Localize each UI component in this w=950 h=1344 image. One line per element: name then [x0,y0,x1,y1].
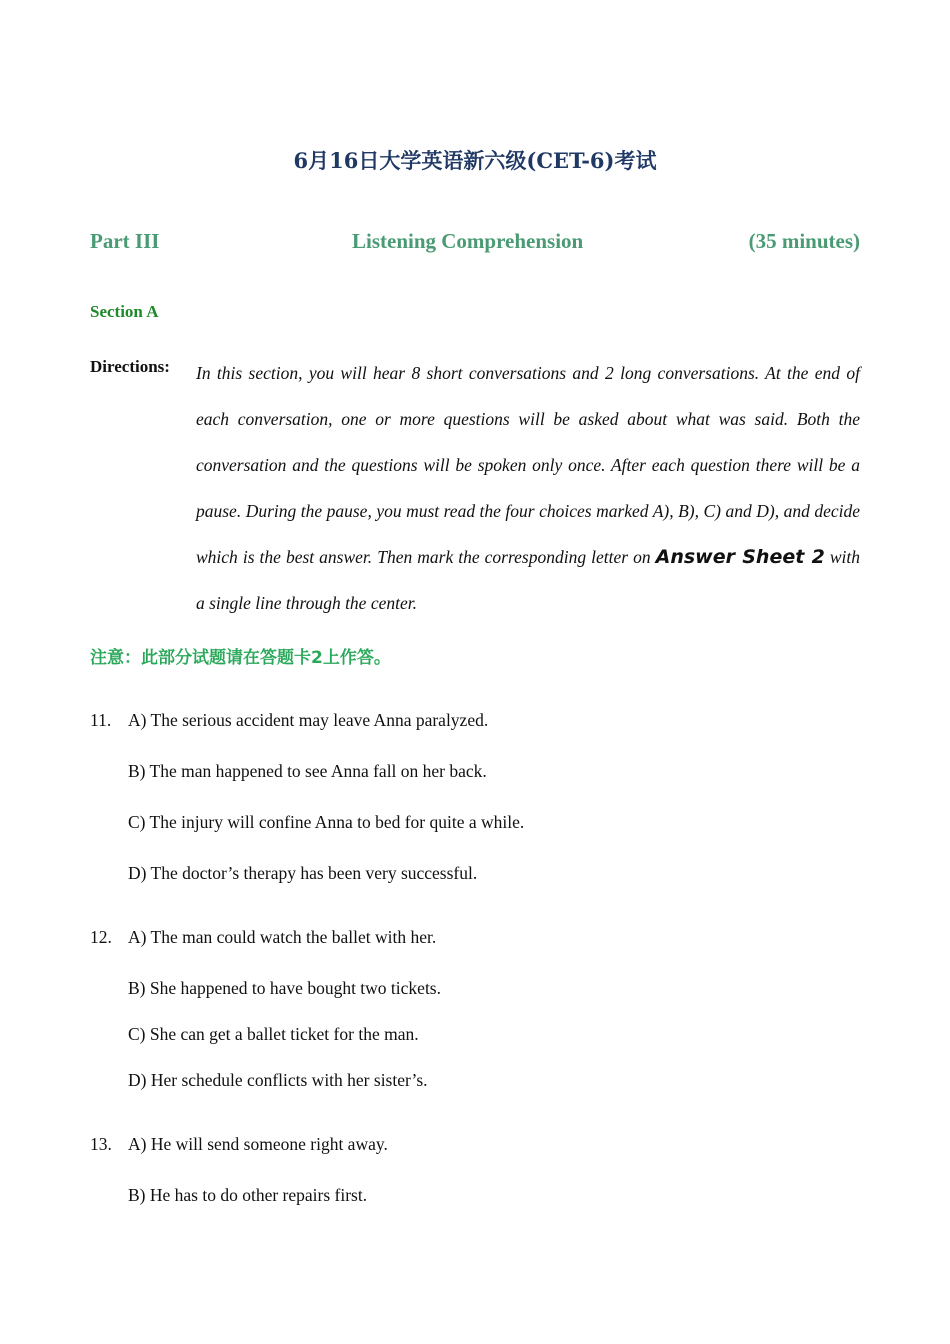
directions-text [196,350,860,626]
directions-tail: with a single line through the center. [196,547,860,613]
answer-note: 注意：此部分试题请在答题卡2上作答。 [90,648,391,668]
directions-body: In this section, you will hear 8 short conversations and 2 long conversations. At the end of each conversation, one or more questions will be asked about what was said. Both the conversation and the questions will be spoken only once. After each question there will be a pause. During the pause, you must read the four choices marked A), B), C) and D), and decide which is the best answer. Then mark the corresponding letter on [196,363,860,567]
directions-label: Directions: [90,357,170,376]
page-title: 6月16日大学英语新六级(CET-6)考试 [293,148,657,173]
part-time: (35 minutes) [748,229,860,253]
part-name: Listening Comprehension [352,229,584,253]
part-header [90,229,860,259]
question-option: A) The man could watch the ballet with her. [128,927,437,947]
answer-sheet-reference: Answer Sheet 2 [655,546,825,568]
question-option: C) The injury will confine Anna to bed for quite a while. [128,812,525,832]
question-option: A) He will send someone right away. [128,1134,388,1154]
question-option: B) The man happened to see Anna fall on her back. [128,761,487,781]
question-option: D) Her schedule conflicts with her sister’s. [128,1070,428,1090]
question-option: B) She happened to have bought two tickets. [128,978,441,998]
question-option: D) The doctor’s therapy has been very successful. [128,863,478,883]
question-option: B) He has to do other repairs first. [128,1185,368,1205]
question-option: C) She can get a ballet ticket for the man. [128,1024,419,1044]
part-label: Part III [90,229,160,253]
question-number: 13. [90,1134,112,1154]
section-heading: Section A [90,302,159,321]
question-number: 11. [90,710,112,730]
question-number: 12. [90,927,112,947]
question-option: A) The serious accident may leave Anna paralyzed. [128,710,489,730]
